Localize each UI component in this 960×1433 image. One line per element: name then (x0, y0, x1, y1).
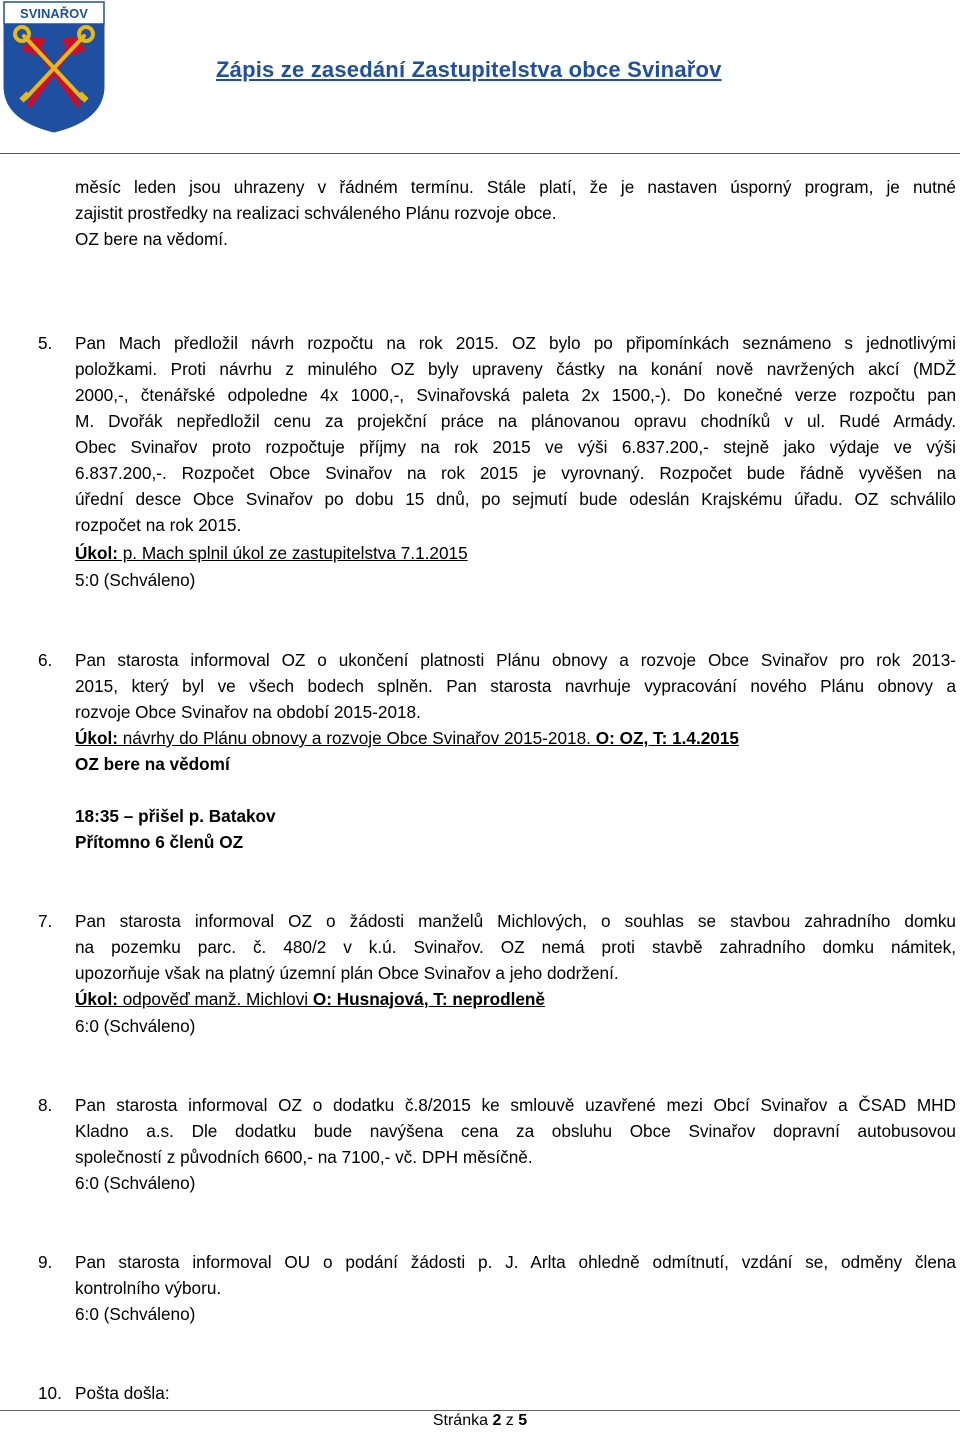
item5-line: 6.837.200,-. Rozpočet Obce Svinařov na rok 2015 je vyrovnaný. Rozpočet bude řádně vyvěšen na (75, 463, 956, 483)
item9-vote: 6:0 (Schváleno) (75, 1304, 196, 1324)
document-title: Zápis ze zasedání Zastupitelstva obce Svinařov (216, 57, 722, 82)
item-number: 9. (38, 1252, 53, 1272)
arrival-note: 18:35 – přišel p. Batakov (75, 806, 276, 826)
item-number: 7. (38, 911, 53, 931)
item8-line: společností z původních 6600,- na 7100,- vč. DPH měsíčně. (75, 1147, 533, 1167)
item5-vote: 5:0 (Schváleno) (75, 570, 196, 590)
item6-task (75, 725, 956, 751)
item7-line: na pozemku parc. č. 480/2 v k.ú. Svinařov. OZ nemá proti stavbě zahradního domku námitek, (75, 937, 956, 957)
intro-line: zajistit prostředky na realizaci schváleného Plánu rozvoje obce. (75, 203, 557, 223)
item5-line: úřední desce Obce Svinařov po dobu 15 dnů, po sejmutí bude odeslán Krajskému úřadu. OZ schválilo (75, 489, 956, 509)
task-responsible: O: Husnajová, T: neprodleně (312, 989, 545, 1009)
municipal-crest-icon (2, 0, 106, 134)
attendance-note: Přítomno 6 členů OZ (75, 832, 244, 852)
item7-line: Pan starosta informoval OZ o žádosti manželů Michlových, o souhlas se stavbou zahradního domku (75, 911, 956, 931)
intro-line: měsíc leden jsou uhrazeny v řádném termínu. Stále platí, že je nastaven úsporný program, je nutné (75, 177, 956, 197)
item5-line: 2000,-, čtenářské odpoledne 4x 1000,-, Svinařovská paleta 2x 1500,-). Do konečné verze rozpočtu pan (75, 385, 956, 405)
item9-line: Pan starosta informoval OU o podání žádosti p. J. Arlta ohledně odmítnutí, vzdání se, odměny člena (75, 1252, 956, 1272)
task-label: Úkol: (75, 543, 118, 563)
item5-line: Obec Svinařov proto rozpočtuje příjmy na rok 2015 ve výši 6.837.200,- stejně jako výdaje ve výši (75, 437, 956, 457)
item7-line: upozorňuje však na platný územní plán Obce Svinařov a jeho dodržení. (75, 963, 619, 983)
crest-label: SVINAŘOV (20, 6, 88, 21)
task-label: Úkol: (75, 989, 118, 1009)
item9-line: kontrolního výboru. (75, 1278, 222, 1298)
task-text: návrhy do Plánu obnovy a rozvoje Obce Svinařov 2015-2018. (117, 728, 596, 748)
item6-line: Pan starosta informoval OZ o ukončení platnosti Plánu obnovy a rozvoje Obce Svinařov pro rok 2013- (75, 650, 956, 670)
page-mid: z (501, 1412, 519, 1429)
item7-vote: 6:0 (Schváleno) (75, 1016, 196, 1036)
page-header (0, 0, 960, 154)
task-label: Úkol: (75, 728, 118, 748)
item5-task (75, 540, 956, 566)
page-footer (0, 1404, 960, 1433)
task-text: p. Mach splnil úkol ze zastupitelstva 7.1.2015 (117, 543, 468, 563)
item5-line: položkami. Proti návrhu z minulého OZ byly upraveny částky na konání nově navržených akcí (MDŽ (75, 359, 956, 379)
item-number: 6. (38, 650, 53, 670)
page-current: 2 (492, 1412, 502, 1429)
item8-vote: 6:0 (Schváleno) (75, 1173, 196, 1193)
item5-line: Pan Mach předložil návrh rozpočtu na rok 2015. OZ bylo po připomínkách seznámeno s jednotlivými (75, 333, 956, 353)
item8-line: Pan starosta informoval OZ o dodatku č.8/2015 ke smlouvě uzavřené mezi Obcí Svinařov a ČSAD MHD (75, 1095, 956, 1115)
item7-task (75, 986, 956, 1012)
footer-divider (0, 1410, 960, 1411)
intro-note: OZ bere na vědomí. (75, 229, 228, 249)
page-prefix: Stránka (432, 1412, 493, 1429)
item6-line: rozvoje Obce Svinařov na období 2015-2018. (75, 702, 421, 722)
page-number (0, 1412, 960, 1430)
header-divider (0, 153, 960, 154)
item-number: 8. (38, 1095, 53, 1115)
item6-line: 2015, který byl ve všech bodech splněn. Pan starosta navrhuje vypracování nového Plánu obnovy a (75, 676, 956, 696)
page-total: 5 (518, 1412, 528, 1429)
item5-line: rozpočet na rok 2015. (75, 515, 242, 535)
item8-line: Kladno a.s. Dle dodatku bude navýšena cena za obsluhu Obce Svinařov dopravní autobusovou (75, 1121, 956, 1141)
item-number: 5. (38, 333, 53, 353)
task-responsible: O: OZ, T: 1.4.2015 (595, 728, 739, 748)
item-number: 10. (38, 1383, 62, 1403)
item6-note: OZ bere na vědomí (75, 754, 230, 774)
item10-line: Pošta došla: (75, 1383, 170, 1403)
task-text: odpověď manž. Michlovi (117, 989, 313, 1009)
item5-line: M. Dvořák nepředložil cenu za projekční práce na plánovanou opravu chodníků v ul. Rudé Armády. (75, 411, 956, 431)
